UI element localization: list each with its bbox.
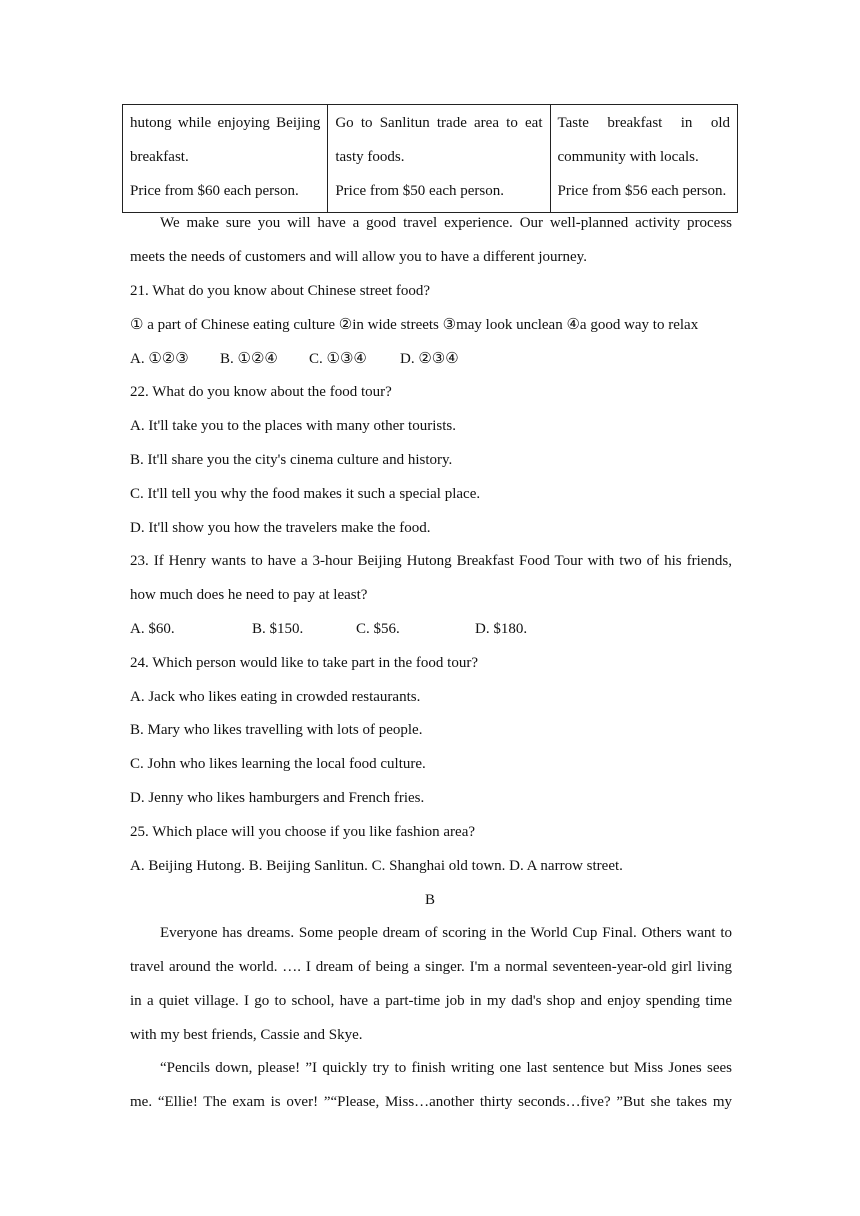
question-21-stem: 21. What do you know about Chinese street food? [130,283,431,299]
cell-line: tasty foods. [335,148,405,165]
closing-paragraph-line: We make sure you will have a good travel experience. Our well-planned activity process [160,215,732,231]
passage-b-line: with my best friends, Cassie and Skye. [130,1027,363,1043]
cell-line: breakfast. [130,148,189,165]
question-25-options: A. Beijing Hutong. B. Beijing Sanlitun. C. Shanghai old town. D. A narrow street. [130,858,623,874]
question-21-options [130,343,732,377]
question-24-option-c: C. John who likes learning the local food culture. [130,756,426,772]
cell-line: Go to Sanlitun trade area to eat [335,115,543,131]
passage-b-line: me. “Ellie! The exam is over! ”“Please, Miss…another thirty seconds…five? ”But she takes my [130,1094,732,1110]
question-22-option-d: D. It'll show you how the travelers make the food. [130,520,431,536]
cell-line: community with locals. [557,148,699,165]
cell-price: Price from $56 each person. [557,182,727,199]
question-25-stem: 25. Which place will you choose if you like fashion area? [130,824,476,840]
cell-price: Price from $60 each person. [130,182,299,199]
question-23-stem: how much does he need to pay at least? [130,587,368,603]
section-heading: B [424,892,435,908]
passage-b-line: “Pencils down, please! ”I quickly try to finish writing one last sentence but Miss Jones sees [160,1060,732,1076]
option-b: B. $150. [252,621,304,637]
cell-line: Taste breakfast in old [557,115,730,131]
question-24-stem: 24. Which person would like to take part in the food tour? [130,655,478,671]
table-cell-sanlitun-tour [328,105,550,213]
question-23-options [130,613,732,647]
tour-options-table [122,104,738,213]
question-24-option-b: B. Mary who likes travelling with lots of people. [130,722,423,738]
question-23-stem: 23. If Henry wants to have a 3-hour Beijing Hutong Breakfast Food Tour with two of his friends, [130,553,732,569]
option-c: C. ①③④ [309,351,367,367]
question-24-option-a: A. Jack who likes eating in crowded restaurants. [130,689,421,705]
table-cell-hutong-tour [123,105,328,213]
table-row [123,105,738,213]
question-21-items: ① a part of Chinese eating culture ②in wide streets ③may look unclean ④a good way to relax [130,317,699,333]
table-cell-old-community-tour [550,105,737,213]
option-b: B. ①②④ [220,351,278,367]
question-24-option-d: D. Jenny who likes hamburgers and French fries. [130,790,425,806]
question-22-option-a: A. It'll take you to the places with many other tourists. [130,418,456,434]
question-22-option-b: B. It'll share you the city's cinema culture and history. [130,452,453,468]
option-c: C. $56. [356,621,400,637]
cell-line: hutong while enjoying Beijing [130,115,321,131]
option-a: A. ①②③ [130,351,189,367]
question-22-option-c: C. It'll tell you why the food makes it such a special place. [130,486,481,502]
passage-b-line: travel around the world. …. I dream of being a singer. I'm a normal seventeen-year-old girl living [130,959,732,975]
option-d: D. ②③④ [400,351,459,367]
option-a: A. $60. [130,621,175,637]
closing-paragraph-line: meets the needs of customers and will allow you to have a different journey. [130,249,587,265]
cell-price: Price from $50 each person. [335,182,505,199]
question-22-stem: 22. What do you know about the food tour? [130,384,392,400]
passage-b-line: Everyone has dreams. Some people dream of scoring in the World Cup Final. Others want to [160,925,732,941]
option-d: D. $180. [475,621,528,637]
passage-b-line: in a quiet village. I go to school, have a part-time job in my dad's shop and enjoy spending time [130,993,732,1009]
